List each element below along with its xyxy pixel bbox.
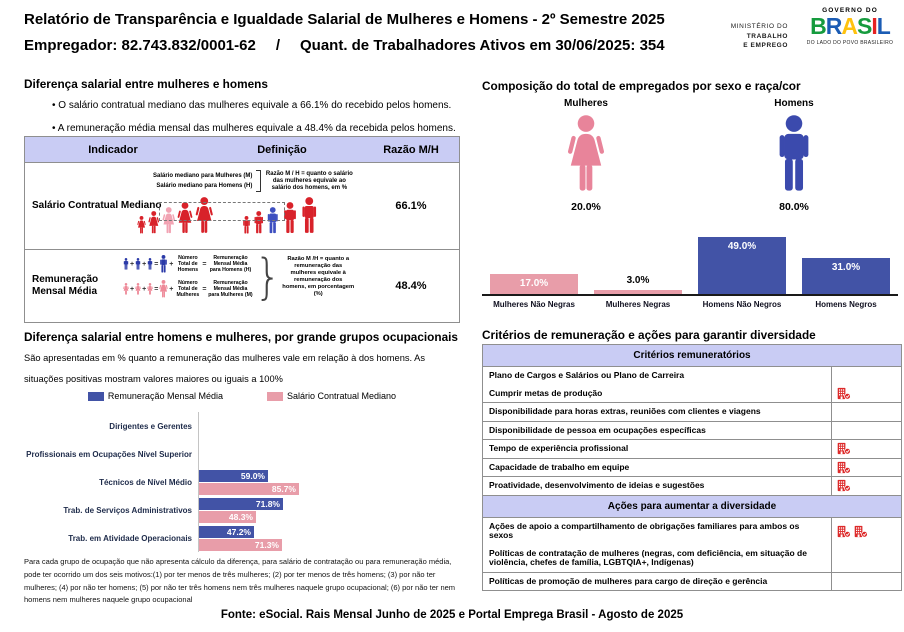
legend-swatch: [88, 392, 104, 401]
criteria-label: Capacidade de trabalho em equipe: [489, 461, 630, 472]
criteria-label: Políticas de contratação de mulheres (negras, com deficiência, em situação de violência, chefes de família, LGBTQIA+, Indígenas): [489, 547, 807, 567]
criteria-label: Disponibilidade para horas extras, reuniões com clientes e viagens: [489, 406, 761, 416]
bar-slot: [690, 232, 794, 294]
bar-category-label: Homens Negros: [815, 300, 877, 309]
bar-slot: [794, 232, 898, 294]
indicator-table: [24, 136, 460, 323]
bar-category-label: Mulheres Não Negras: [493, 300, 575, 309]
women-result-label: Remuneração Mensal Média para Mulheres (M): [208, 280, 253, 298]
criteria-row: [483, 518, 901, 545]
women-total-label: Número Total de Mulheres: [176, 280, 200, 298]
ministry-logo: [688, 22, 788, 51]
criteria-label: Proatividade, desenvolvimento de ideias e sugestões: [489, 480, 705, 490]
category-label: Trab. em Atividade Operacionais: [68, 533, 192, 543]
female-pictogram: [482, 98, 690, 213]
bar-category-label: Mulheres Negras: [605, 300, 671, 309]
category-label: Dirigentes e Gerentes: [109, 421, 192, 431]
male-percent: 80.0%: [779, 201, 809, 213]
category-label: Trab. de Serviços Administrativos: [63, 505, 192, 515]
salary-diff-title: Diferença salarial entre mulheres e homens: [24, 77, 268, 91]
legend-label: Salário Contratual Mediano: [286, 391, 397, 401]
brace-shape: }: [254, 247, 282, 305]
bars-area: [198, 524, 460, 552]
indicator-table-header: [25, 137, 459, 163]
man-icon: [300, 197, 319, 234]
occupational-row: [24, 496, 460, 524]
bar-category-label: Homens Não Negros: [702, 300, 782, 309]
brasil-letter: A: [841, 13, 858, 39]
woman-icon: [135, 283, 141, 295]
ministry-line: TRABALHO: [746, 32, 788, 40]
criteria-row: [483, 440, 901, 459]
sex-pictograms: [482, 98, 898, 213]
bar-value-label: 49.0%: [727, 241, 757, 252]
criteria-label: Tempo de experiência profissional: [489, 443, 629, 453]
legend-swatch: [267, 392, 283, 401]
criteria-label: Plano de Cargos e Salários ou Plano de Carreira: [489, 370, 685, 380]
criteria-row: [483, 545, 901, 573]
brasil-letter: L: [876, 13, 890, 39]
ratio-value: 48.4%: [395, 280, 427, 292]
brasil-letter: S: [857, 13, 872, 39]
salary-diff-bullet: • O salário contratual mediano das mulheres equivale a 66.1% do recebido pelos homens.: [52, 100, 451, 111]
criteria-section-header: Critérios remuneratórios: [483, 345, 901, 367]
company-icons-cell: [831, 459, 901, 477]
brasil-letter: B: [810, 13, 826, 39]
company-icons-cell: [831, 440, 901, 458]
ratio-explanation: Razão M / H = quanto o salário das mulheres equivale ao salário dos homens, em %: [265, 170, 353, 191]
man-icon: [159, 255, 168, 273]
men-total-label: Número Total de Homens: [177, 255, 199, 273]
occupational-row: [24, 440, 460, 468]
female-label: Mulheres: [564, 98, 608, 109]
category-labels-row: [482, 296, 898, 309]
man-icon: [774, 115, 814, 193]
mean-remuneration-diagram: [123, 247, 385, 305]
legend-label: Remuneração Mensal Média: [107, 391, 223, 401]
criteria-row: [483, 403, 901, 422]
bar-value-label: 31.0%: [831, 262, 861, 273]
bar-slot: [586, 232, 690, 294]
col-header-definicao: Definição: [257, 143, 307, 156]
subtitle-separator: /: [275, 37, 280, 54]
criteria-label: Cumprir metas de produção: [489, 387, 603, 398]
man-icon: [147, 258, 153, 270]
criteria-label: Políticas de promoção de mulheres para cargo de direção e gerência: [489, 575, 768, 586]
man-icon: [135, 258, 141, 270]
criteria-label: Ações de apoio a compartilhamento de obrigações familiares para ambos os sexos: [489, 520, 800, 540]
bar: 85.7%: [199, 483, 299, 495]
bars-area: [198, 496, 460, 524]
composition-title: Composição do total de empregados por sexo e raça/cor: [482, 79, 801, 93]
criteria-row: [483, 385, 901, 404]
indicator-label: Salário Contratual Mediano: [32, 200, 162, 211]
bar: [594, 290, 682, 294]
bars-area: [198, 412, 460, 440]
company-check-icon: [854, 525, 868, 538]
company-icons-cell: [831, 545, 901, 572]
bars-area: [198, 440, 460, 468]
median-women-label: Salário mediano para Mulheres (M): [153, 173, 253, 179]
salary-diff-bullet: • A remuneração média mensal das mulheres equivale a 48.4% da recebida pelos homens.: [52, 123, 456, 134]
company-icons-cell: [831, 422, 901, 440]
criteria-table: [482, 344, 902, 591]
gov-slogan: DO LADO DO POVO BRASILEIRO: [806, 40, 894, 46]
table-row: [25, 247, 459, 322]
company-icons-cell: [831, 573, 901, 591]
criteria-row: [483, 459, 901, 478]
criteria-row: [483, 573, 901, 591]
median-connection-box: [159, 202, 285, 221]
col-header-razao: Razão M/H: [383, 143, 439, 156]
occupational-title: Diferença salarial entre homens e mulheres, por grande grupos ocupacionais: [24, 330, 458, 344]
company-check-icon: [837, 461, 851, 474]
criteria-title: Critérios de remuneração e ações para garantir diversidade: [482, 328, 816, 342]
bar: 71.3%: [199, 539, 282, 551]
bar: 48.3%: [199, 511, 256, 523]
ministry-line: MINISTÉRIO DO: [730, 23, 788, 30]
company-icons-cell: [831, 385, 901, 403]
legend-item: [267, 391, 396, 401]
indicator-label: Remuneração Mensal Média: [32, 274, 99, 297]
chart-legend: [24, 391, 460, 401]
male-pictogram: [690, 98, 898, 213]
men-result-label: Remuneração Mensal Média para Homens (H): [209, 255, 252, 273]
page-subtitle: [24, 37, 665, 54]
col-header-indicador: Indicador: [88, 143, 138, 156]
ministry-line: E EMPREGO: [743, 42, 788, 49]
gov-brasil-wordmark: [799, 14, 901, 39]
median-men-label: Salário mediano para Homens (H): [156, 183, 253, 189]
occupational-row: [24, 412, 460, 440]
employer-id: Empregador: 82.743.832/0001-62: [24, 37, 256, 54]
occupational-row: [24, 524, 460, 552]
legend-item: [88, 391, 223, 401]
bar: 71.8%: [199, 498, 283, 510]
company-check-icon: [837, 479, 851, 492]
man-icon: [123, 258, 129, 270]
ratio-value: 66.1%: [395, 200, 427, 212]
criteria-row: [483, 367, 901, 385]
bracket-shape: [256, 170, 261, 192]
company-check-icon: [837, 525, 851, 538]
category-label: Técnicos de Nível Médio: [99, 477, 192, 487]
woman-icon: [123, 283, 129, 295]
criteria-row: [483, 422, 901, 441]
woman-icon: [566, 115, 606, 193]
occupational-subtitle: São apresentadas em % quanto a remuneração das mulheres vale em relação à dos homens. As situações positivas mostram valores maiores ou iguais a 100%: [24, 353, 426, 384]
page-title: Relatório de Transparência e Igualdade Salarial de Mulheres e Homens - 2º Semestre 2025: [24, 11, 665, 28]
woman-icon: [148, 211, 160, 234]
occupational-chart: [24, 412, 460, 552]
brasil-letter: R: [825, 13, 842, 39]
bars-area: [198, 468, 460, 496]
bar-slot: [482, 232, 586, 294]
bar-value-label: 3.0%: [626, 275, 650, 286]
category-label: Profissionais em Ocupações Nível Superior: [26, 449, 192, 459]
women-formula-row: + + = + Número Total de Mulheres = Remuneração Mensal Média para Mulheres (M): [123, 280, 253, 298]
company-check-icon: [837, 442, 851, 455]
woman-icon: [147, 283, 153, 295]
race-composition-chart: [482, 232, 898, 309]
criteria-row: [483, 477, 901, 496]
occupational-row: [24, 468, 460, 496]
company-icons-cell: [831, 477, 901, 495]
female-percent: 20.0%: [571, 201, 601, 213]
bar: 47.2%: [199, 526, 254, 538]
woman-icon: [159, 280, 168, 298]
criteria-label: Disponibilidade de pessoa em ocupações específicas: [489, 424, 706, 435]
bars-area: [482, 232, 898, 294]
company-icons-cell: [831, 367, 901, 385]
source-footer: Fonte: eSocial. Rais Mensal Junho de 2025 e Portal Emprega Brasil - Agosto de 2025: [220, 609, 684, 621]
brasil-letter: I: [871, 13, 877, 39]
company-icons-cell: [831, 403, 901, 421]
government-logo: [799, 7, 901, 46]
men-formula-row: + + = + Número Total de Homens = Remuneração Mensal Média para Homens (H): [123, 255, 253, 273]
woman-icon: [137, 216, 146, 234]
occupational-footnote: Para cada grupo de ocupação que não apresenta cálculo da diferença, para salário de contratação ou para remuneração média, pode ter ocorrido um dos seis motivos:(1) por ter menos de três mulheres; (2) por ter menos de três homens; (3) por não ter mulheres; (4) por não ter homens; (5) por não ter três homens nem três mulheres naquele grupo ocupacional; (6) por não ter nem homens nem mulheres naquele grupo ocupacional: [24, 557, 456, 605]
ratio-explanation: Razão M /H = quanto a remuneração das mulheres equivale à remuneração dos homens, em porcentagem (%): [282, 255, 355, 297]
criteria-section-header: Ações para aumentar a diversidade: [483, 496, 901, 518]
governo-do-label: GOVERNO DO: [822, 7, 878, 14]
table-row: [25, 163, 459, 250]
active-workers-count: Quant. de Trabalhadores Ativos em 30/06/2025: 354: [299, 37, 665, 54]
company-check-icon: [837, 387, 851, 400]
company-icons-cell: [831, 518, 901, 545]
bar-value-label: 17.0%: [519, 278, 549, 289]
male-label: Homens: [774, 98, 814, 109]
bar: 59.0%: [199, 470, 268, 482]
median-salary-diagram: [137, 170, 379, 234]
